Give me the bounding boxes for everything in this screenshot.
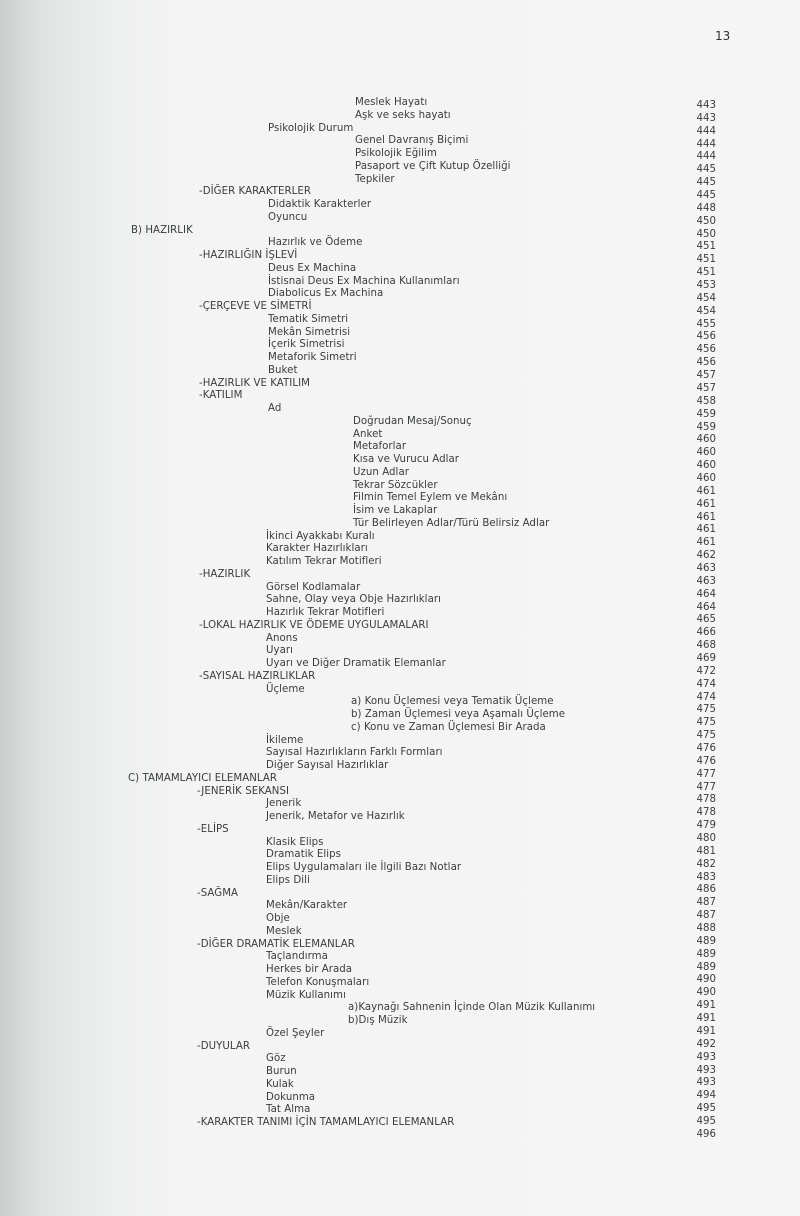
toc-page-number: 451 (696, 241, 716, 253)
toc-page-number: 483 (696, 871, 716, 883)
toc-page-number: 461 (696, 537, 716, 549)
toc-page-number: 476 (696, 755, 716, 767)
toc-page-number: 486 (696, 884, 716, 896)
toc-entry: Anket (353, 428, 383, 440)
toc-page-number: 444 (696, 138, 716, 150)
toc-entry: Buket (268, 364, 298, 376)
toc-page-number: 475 (696, 730, 716, 742)
toc-page-number: 469 (696, 652, 716, 664)
toc-entry: Tür Belirleyen Adlar/Türü Belirsiz Adlar (353, 517, 550, 529)
toc-entry: Anons (266, 632, 298, 644)
toc-page-number: 448 (696, 202, 716, 214)
toc-page-number: 465 (696, 614, 716, 626)
toc-entry: İçerik Simetrisi (268, 339, 345, 351)
toc-page-number: 472 (696, 665, 716, 677)
toc-page-number: 460 (696, 447, 716, 459)
toc-page-number: 460 (696, 460, 716, 472)
toc-page-number: 454 (696, 292, 716, 304)
toc-entry: Elips Uygulamaları ile İlgili Bazı Notlar (266, 862, 462, 873)
toc-page-number: 450 (696, 228, 716, 240)
toc-entry: Jenerik (266, 798, 302, 810)
toc-entry: Metaforlar (353, 441, 407, 453)
toc-entry: Müzik Kullanımı (266, 989, 346, 1001)
toc-entry: Kulak (266, 1078, 294, 1090)
toc-entry: Hazırlık Tekrar Motifleri (266, 607, 385, 618)
toc-page-number: 478 (696, 794, 716, 806)
toc-entry: Elips Dili (266, 874, 310, 886)
toc-entry: -JENERİK SEKANSI (197, 785, 290, 797)
toc-entry: Genel Davranış Biçimi (355, 135, 469, 147)
toc-page-number: 491 (696, 1000, 716, 1012)
toc-page-number: 457 (696, 382, 716, 394)
toc-entry: Jenerik, Metafor ve Hazırlık (266, 811, 405, 822)
toc-entry: Meslek Hayatı (355, 97, 428, 108)
toc-page-number: 466 (696, 627, 716, 639)
toc-entry: Üçleme (266, 683, 305, 695)
toc-entry: Mekân/Karakter (266, 900, 348, 912)
toc-entry: Uzun Adlar (353, 466, 409, 478)
toc-entry: Kısa ve Vurucu Adlar (353, 454, 460, 465)
toc-entry: Ad (268, 403, 282, 414)
toc-page-number: 456 (696, 344, 716, 356)
toc-entry: B) HAZIRLIK (131, 224, 193, 236)
toc-page-number: 445 (696, 164, 716, 176)
toc-entry: Katılım Tekrar Motifleri (266, 556, 382, 567)
toc-page-number: 489 (696, 935, 716, 947)
toc-page-number: 464 (696, 588, 716, 600)
toc-page-number: 474 (696, 691, 716, 703)
toc-page-number: 460 (696, 472, 716, 484)
toc-page-number: 459 (696, 421, 716, 433)
toc-entry: Metaforik Simetri (268, 352, 357, 363)
toc-entry: -ELİPS (197, 823, 229, 835)
toc-page-number: 454 (696, 305, 716, 317)
toc-page-number: 487 (696, 910, 716, 922)
toc-page-number: 445 (696, 190, 716, 202)
toc-page-number: 491 (696, 1013, 716, 1025)
toc-page-number: 458 (696, 395, 716, 407)
toc-page-number: 480 (696, 833, 716, 845)
toc-page-number: 479 (696, 820, 716, 832)
toc-page-number: 496 (696, 1128, 716, 1140)
toc-page-number: 481 (696, 845, 716, 857)
toc-entry: C) TAMAMLAYICI ELEMANLAR (128, 772, 278, 784)
toc-page-number: 490 (696, 974, 716, 986)
toc-page-number: 488 (696, 923, 716, 935)
toc-entry: İkinci Ayakkabı Kuralı (266, 530, 375, 542)
toc-page-number: 451 (696, 254, 716, 266)
toc-page-number: 495 (696, 1115, 716, 1127)
toc-entry: Uyarı ve Diğer Dramatik Elemanlar (266, 658, 446, 669)
toc-entry: Aşk ve seks hayatı (355, 109, 451, 121)
toc-page-number: 445 (696, 177, 716, 189)
toc-entry: -SAYISAL HAZIRLIKLAR (199, 670, 316, 682)
toc-entry: Sayısal Hazırlıkların Farklı Formları (266, 747, 443, 759)
toc-page-number: 477 (696, 768, 716, 780)
toc-entry: Diabolicus Ex Machina (268, 288, 384, 300)
toc-entry: Tepkiler (355, 173, 395, 185)
toc-entry: Göz (266, 1053, 286, 1065)
toc-entry: Herkes bir Arada (266, 964, 353, 975)
toc-page-number: 453 (696, 280, 716, 292)
toc-page-number: 444 (696, 125, 716, 137)
toc-entry: Meslek (266, 925, 302, 937)
toc-entry: Pasaport ve Çift Kutup Özelliği (355, 160, 511, 172)
toc-entry: Özel Şeyler (266, 1027, 325, 1039)
toc-entry: -ÇERÇEVE VE SİMETRİ (199, 301, 312, 312)
toc-entry: Obje (266, 913, 290, 924)
toc-entry: c) Konu ve Zaman Üçlemesi Bir Arada (351, 721, 546, 733)
toc-entry: -HAZIRLIK (199, 568, 251, 580)
toc-page-number: 461 (696, 524, 716, 536)
toc-page-number: 455 (696, 318, 716, 330)
toc-entry: b)Dış Müzik (348, 1015, 408, 1026)
toc-page-number: 482 (696, 858, 716, 870)
toc-page-number: 478 (696, 807, 716, 819)
toc-page-number: 491 (696, 1025, 716, 1037)
toc-entry: Oyuncu (268, 211, 308, 223)
toc-entry: İkileme (266, 734, 304, 746)
toc-entry: Tekrar Sözcükler (353, 479, 438, 491)
toc-entry: -LOKAL HAZIRLIK VE ÖDEME UYGULAMALARI (199, 619, 429, 631)
toc-page-number: 468 (696, 640, 716, 652)
toc-page-number: 463 (696, 575, 716, 587)
toc-entry: Tematik Simetri (268, 313, 349, 325)
toc-page-number: 460 (696, 434, 716, 446)
toc-page-number: 456 (696, 357, 716, 369)
toc-entry: Psikolojik Durum (268, 122, 354, 134)
toc-page-number: 457 (696, 370, 716, 382)
toc-entry: -KARAKTER TANIMI İÇİN TAMAMLAYICI ELEMANLAR (197, 1117, 455, 1128)
toc-page-number: 477 (696, 781, 716, 793)
toc-entry: -HAZIRLIĞIN İŞLEVİ (199, 250, 298, 261)
toc-page-number: 489 (696, 948, 716, 960)
toc-entry: Klasik Elips (266, 836, 324, 848)
toc-page-number: 461 (696, 498, 716, 510)
toc-page-number: 451 (696, 267, 716, 279)
toc-entry: Diğer Sayısal Hazırlıklar (266, 760, 389, 771)
toc-page-number: 475 (696, 704, 716, 716)
toc-page-number: 463 (696, 562, 716, 574)
toc-entry: Görsel Kodlamalar (266, 581, 361, 593)
toc-entry: Dramatik Elips (266, 849, 341, 861)
page-number: 13 (715, 29, 731, 43)
toc-entry: -HAZIRLIK VE KATILIM (199, 377, 310, 389)
toc-entry: -SAĞMA (197, 887, 239, 899)
toc-entry: b) Zaman Üçlemesi veya Aşamalı Üçleme (351, 709, 566, 720)
toc-page-number: 461 (696, 485, 716, 497)
toc-entry: Mekân Simetrisi (268, 326, 351, 338)
toc-entry: -DİĞER DRAMATİK ELEMANLAR (197, 938, 355, 950)
toc-page-number: 493 (696, 1077, 716, 1089)
toc-page-number: 450 (696, 215, 716, 227)
toc-entry: Psikolojik Eğilim (355, 148, 437, 159)
toc-page-number: 462 (696, 550, 716, 562)
toc-entry: Filmin Temel Eylem ve Mekânı (353, 492, 508, 504)
toc-entry: Karakter Hazırlıkları (266, 543, 368, 555)
toc-entry: a)Kaynağı Sahnenin İçinde Olan Müzik Kullanımı (348, 1002, 596, 1014)
toc-entry: Sahne, Olay veya Obje Hazırlıkları (266, 594, 441, 606)
toc-entry: Hazırlık ve Ödeme (268, 237, 363, 249)
toc-entry: Doğrudan Mesaj/Sonuç (353, 415, 472, 427)
toc-page-number: 474 (696, 678, 716, 690)
toc-entry: Didaktik Karakterler (268, 199, 372, 210)
toc-entry: -KATILIM (199, 390, 243, 402)
toc-entry: Burun (266, 1066, 297, 1077)
toc-entry: Deus Ex Machina (268, 262, 357, 274)
toc-entry: a) Konu Üçlemesi veya Tematik Üçleme (351, 696, 554, 708)
toc-page-number: 492 (696, 1038, 716, 1050)
toc-entry: Taçlandırma (266, 951, 328, 963)
toc-page-number: 490 (696, 987, 716, 999)
toc-page-number: 493 (696, 1064, 716, 1076)
toc-page-number: 459 (696, 408, 716, 420)
toc-page-number: 494 (696, 1090, 716, 1102)
toc-entry: İstisnai Deus Ex Machina Kullanımları (268, 275, 460, 287)
toc-page-number: 443 (696, 112, 716, 124)
toc-page-number: 444 (696, 151, 716, 163)
toc-page-number: 487 (696, 897, 716, 909)
toc-entry: Tat Alma (266, 1104, 311, 1116)
toc-page-number: 456 (696, 331, 716, 343)
toc-entry: İsim ve Lakaplar (353, 505, 438, 516)
toc-page-number: 476 (696, 743, 716, 754)
toc-page-number: 495 (696, 1103, 716, 1115)
toc-page-number: 461 (696, 511, 716, 523)
toc-page-number: 464 (696, 601, 716, 613)
toc-page-number: 493 (696, 1051, 716, 1063)
toc-page-number: 475 (696, 717, 716, 729)
toc-page-number: 443 (696, 100, 716, 111)
toc-entry: -DUYULAR (197, 1040, 251, 1052)
toc-page-number: 489 (696, 961, 716, 973)
toc-entry: Dokunma (266, 1091, 316, 1103)
toc-entry: Telefon Konuşmaları (266, 976, 370, 988)
toc-entry: -DİĞER KARAKTERLER (199, 186, 311, 198)
toc-entry: Uyarı (266, 645, 293, 657)
